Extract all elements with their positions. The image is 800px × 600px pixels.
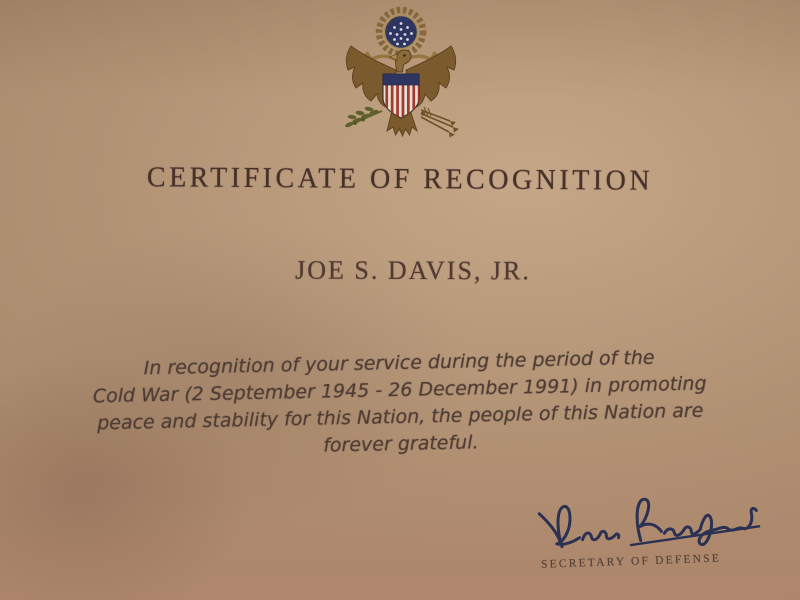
seal-arrows — [421, 107, 459, 138]
seal-shield — [383, 74, 421, 121]
seal-star-field — [385, 16, 418, 49]
citation-line-1: In recognition of your service during the period of the — [143, 346, 655, 380]
recipient-name: JOE S. DAVIS, JR. — [295, 255, 531, 286]
great-seal-eagle-icon — [336, 4, 466, 144]
citation-line-4: forever grateful. — [322, 431, 479, 457]
seal-olive-branch — [345, 107, 382, 128]
citation-line-3: peace and stability for this Nation, the people of this Nation are — [96, 399, 704, 435]
certificate-title: CERTIFICATE OF RECOGNITION — [146, 162, 654, 197]
signer-title: SECRETARY OF DEFENSE — [540, 552, 722, 571]
citation-text — [0, 342, 800, 467]
citation-line-2: Cold War (2 September 1945 - 26 December 1991) in promoting — [92, 372, 707, 408]
